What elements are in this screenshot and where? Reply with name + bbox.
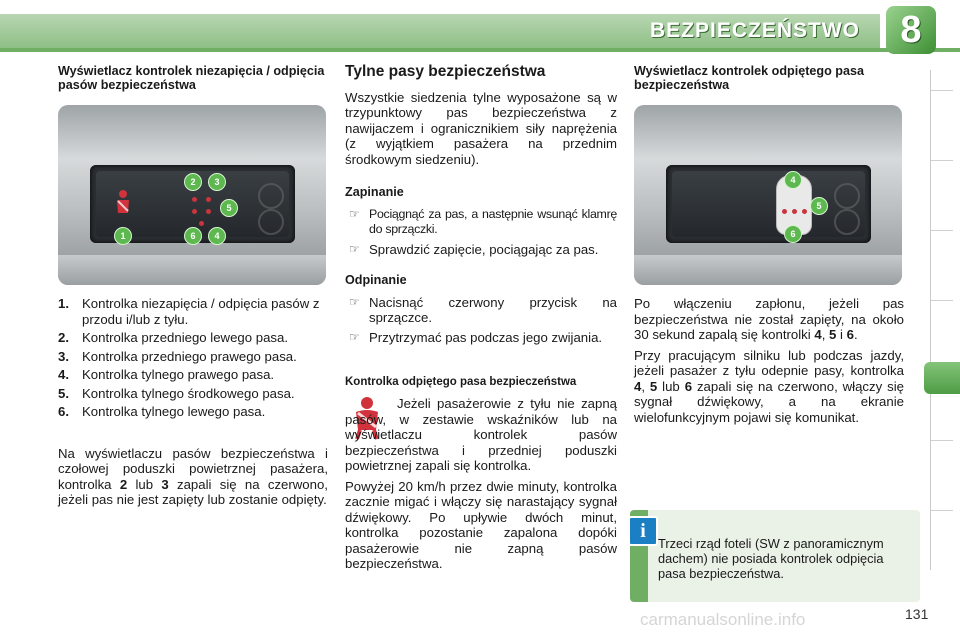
info-icon: i (628, 516, 658, 546)
text-run: lub (662, 378, 680, 394)
arrow-bullet-icon: ☞ (349, 206, 360, 221)
text-run: 6 (846, 327, 854, 342)
list-item (58, 404, 328, 420)
list-item (345, 330, 617, 346)
airbag-off-icon (834, 183, 860, 209)
indicator-list (58, 296, 328, 420)
item-number: 2. (58, 330, 69, 345)
tab-divider (931, 160, 953, 161)
figure-callout: 6 (784, 225, 802, 243)
text-run: 4 (634, 378, 642, 394)
list-item (58, 349, 328, 365)
left-column (58, 64, 328, 92)
left-paragraph (58, 446, 328, 508)
airbag-on-icon (834, 209, 860, 235)
text-run: 5 (829, 327, 837, 342)
arrow-bullet-icon: ☞ (349, 294, 360, 309)
section-title: Tylne pasy bezpieczeństwa (345, 63, 546, 80)
unfasten-heading: Odpinanie (345, 273, 407, 287)
seat-indicator-dot (206, 209, 211, 214)
rear-belt-display-illustration (634, 105, 902, 285)
middle-column (345, 64, 617, 391)
tab-divider (931, 230, 953, 231)
warning-text-block (345, 396, 617, 572)
text-run: 4 (814, 327, 822, 342)
item-number: 3. (58, 348, 69, 364)
figure-callout: 3 (208, 173, 226, 191)
item-number: 4. (58, 367, 69, 382)
text-run: Na wyświetlaczu pasów bezpieczeństwa i czołowej poduszki powietrznej pasażera, kontrolka (58, 445, 328, 492)
item-text: Przytrzymać pas podczas jego zwijania. (369, 329, 603, 345)
text-run: 6 (684, 378, 693, 394)
active-chapter-tab (924, 362, 960, 394)
text-run: Po włączeniu zapłonu, jeżeli pas bezpieczeństwa nie został zapięty, na około 30 sekund zapalą się kontrolki (634, 296, 904, 342)
figure-callout: 4 (784, 171, 802, 189)
driving-paragraph: Przy pracującym silniku lub podczas jazdy, jeżeli pasażer z tyłu odepnie pasy, kontrolka 4, 5 lub 6 zapali się na czerwono, włączy się sygnał dźwiękowy, a na ekranie wielofunkcyjnym pojawi się komunikat. (634, 347, 904, 425)
header-stripe (0, 48, 960, 52)
page-number: 131 (905, 606, 929, 622)
speed-paragraph: Powyżej 20 km/h przez dwie minuty, kontrolka zacznie migać i włączy się narastający sygnał dźwiękowy. Po upływie dwóch minut, kontrolka pozostanie zapalona dopóki pasażerowie nie zapną pasów bezpieczeństwa. (345, 478, 617, 571)
list-item (58, 330, 328, 346)
seat-indicator-dot (782, 209, 787, 214)
chapter-title: BEZPIECZEŃSTWO (649, 19, 860, 42)
seat-indicator-dot (192, 209, 197, 214)
ignition-paragraph: Po włączeniu zapłonu, jeżeli pas bezpieczeństwa nie został zapięty, na około 30 sekund zapalą się kontrolki 4, 5 i 6. (634, 296, 904, 342)
seat-indicator-dot (192, 197, 197, 202)
list-item (345, 207, 617, 238)
item-text: Kontrolka przedniego prawego pasa. (82, 348, 297, 364)
chapter-tab-strip (930, 70, 960, 570)
indicator-legend (58, 296, 328, 508)
tab-divider (931, 300, 953, 301)
warning-light-heading: Kontrolka odpiętego pasa bezpieczeństwa (345, 376, 577, 388)
figure-callout: 4 (208, 227, 226, 245)
text-run: i (840, 327, 843, 342)
text-run: zapali się na czerwono, jeżeli pas nie jest zapięty lub zostanie odpięty. (58, 476, 328, 507)
list-item (58, 386, 328, 402)
right-heading: Wyświetlacz kontrolek odpiętego pasa bezpieczeństwa (634, 64, 865, 92)
airbag-on-icon (258, 209, 284, 235)
watermark: carmanualsonline.info (640, 610, 806, 629)
right-text-block (634, 296, 904, 425)
item-number: 6. (58, 404, 69, 419)
item-text: Kontrolka tylnego środkowego pasa. (82, 385, 295, 401)
figure-callout: 1 (114, 227, 132, 245)
item-text: Kontrolka przedniego lewego pasa. (82, 330, 289, 345)
intro-paragraph: Wszystkie siedzenia tylne wyposażone są w trzypunktowy pas bezpieczeństwa z nawijaczem i ogranicznikiem siły naprężenia (z wyjątkiem pasażera na przednim środkowym siedzeniu). (345, 89, 617, 167)
text-run: 3 (161, 476, 169, 492)
seat-indicator-dot (206, 197, 211, 202)
fasten-heading: Zapinanie (345, 185, 404, 199)
seat-indicator-dot (792, 209, 797, 214)
tab-divider (931, 90, 953, 91)
airbag-off-icon (258, 183, 284, 209)
item-number: 5. (58, 385, 69, 401)
belt-warning-symbol-icon (114, 189, 132, 219)
panel-lower-trim (58, 255, 326, 285)
list-item (58, 296, 328, 327)
text-run: Przy pracującym silniku lub podczas jazdy, jeżeli pasażer z tyłu odepnie pasy, kontrolka (634, 347, 904, 378)
info-note-text: Trzeci rząd foteli (SW z panoramicznym dachem) nie posiada kontrolek odpięcia pasa bezpieczeństwa. (658, 536, 884, 581)
list-item (345, 242, 617, 258)
arrow-bullet-icon: ☞ (349, 329, 360, 344)
text-run: zapali się na czerwono, włączy się sygnał dźwiękowy, a na ekranie wielofunkcyjnym pojawi się komunikat. (634, 378, 904, 425)
tab-divider (931, 440, 953, 441)
warning-paragraph: Jeżeli pasażerowie z tyłu nie zapną pasów, w zestawie wskaźników lub na wyświetlaczu kontrolek pasów bezpieczeństwa i przedniej poduszki powietrznej zapali się kontrolka. (345, 396, 617, 473)
figure-callout: 5 (220, 199, 238, 217)
seat-indicator-dot (199, 221, 204, 226)
item-text: Kontrolka tylnego prawego pasa. (82, 367, 275, 382)
list-item (345, 295, 617, 326)
figure-callout: 5 (810, 197, 828, 215)
item-text: Kontrolka niezapięcia / odpięcia pasów z przodu i/lub z tyłu. (82, 296, 320, 327)
item-text: Sprawdzić zapięcie, pociągając za pas. (369, 241, 599, 257)
text-run: lub (135, 476, 154, 492)
arrow-bullet-icon: ☞ (349, 241, 360, 256)
figure-callout: 6 (184, 227, 202, 245)
text-run: 2 (119, 476, 128, 492)
text-run: 5 (649, 378, 658, 394)
left-heading: Wyświetlacz kontrolek niezapięcia / odpięcia pasów bezpieczeństwa (58, 64, 325, 92)
panel-lower-trim (634, 255, 902, 285)
right-column (634, 64, 904, 92)
item-text: Pociągnąć za pas, a następnie wsunąć klamrę do sprzączki. (369, 206, 617, 236)
seat-indicator-dot (802, 209, 807, 214)
item-text: Nacisnąć czerwony przycisk na sprzączce. (369, 294, 617, 325)
chapter-number-badge: 8 (886, 6, 936, 54)
list-item (58, 367, 328, 383)
seatbelt-display-illustration (58, 105, 326, 285)
tab-divider (931, 510, 953, 511)
item-number: 1. (58, 296, 69, 311)
figure-callout: 2 (184, 173, 202, 191)
item-text: Kontrolka tylnego lewego pasa. (82, 404, 266, 419)
